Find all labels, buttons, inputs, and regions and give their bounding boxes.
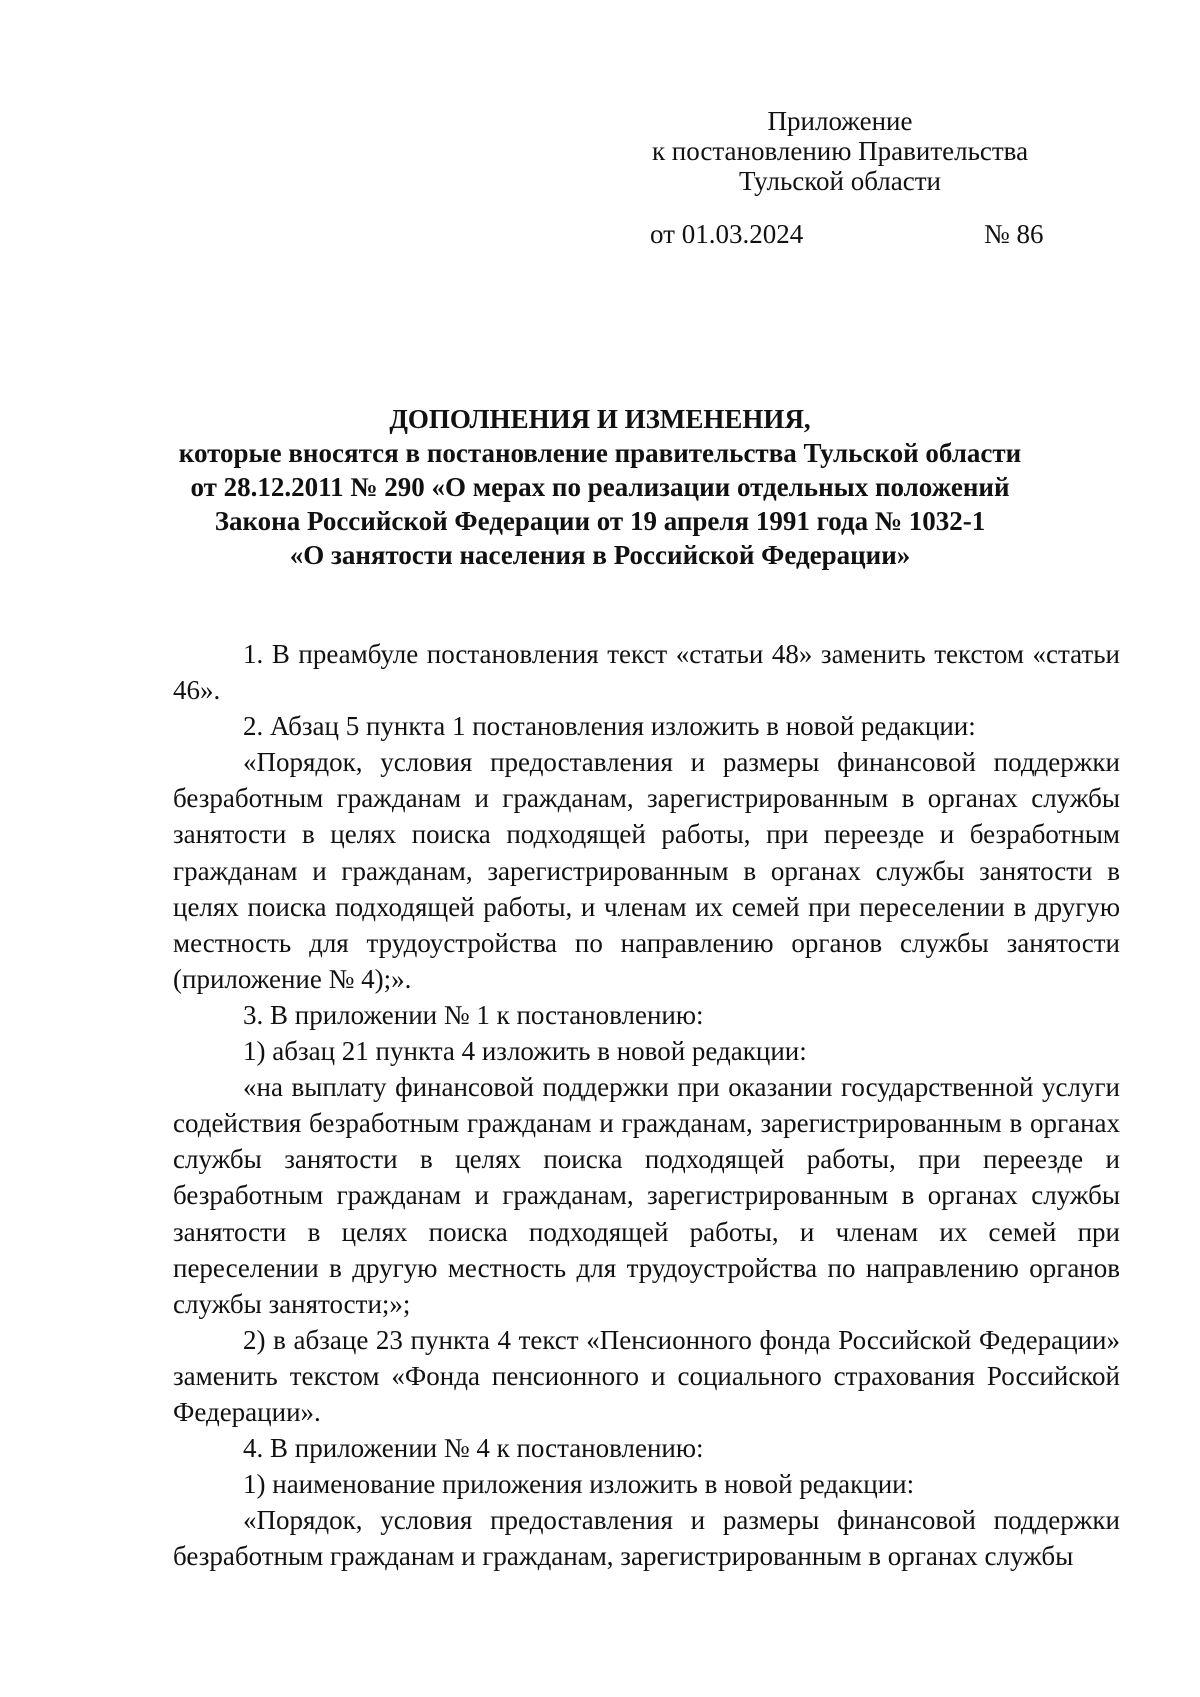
title-line-5: «О занятости населения в Российской Федерации»	[289, 540, 911, 570]
paragraph-3: «Порядок, условия предоставления и размеры финансовой поддержки безработным гражданам и гражданам, зарегистрированным в органах службы занятости в целях поиска подходящей работы, при переезде и безработным гражданам и гражданам, зарегистрированным в органах службы занятости в целях поиска подходящей работы, и членам их семей при переселении в другую местность для трудоустройства по направлению органов службы занятости (приложение № 4);».	[173, 747, 1120, 994]
document-title	[120, 402, 1080, 572]
title-line-1: ДОПОЛНЕНИЯ И ИЗМЕНЕНИЯ,	[389, 404, 811, 434]
appendix-region: Тульской области	[739, 166, 941, 196]
appendix-decree-reference: к постановлению Правительства	[651, 136, 1029, 166]
paragraph-5: 1) абзац 21 пункта 4 изложить в новой редакции:	[243, 1036, 807, 1067]
document-body	[173, 636, 1120, 1574]
paragraph-8: 4. В приложении № 4 к постановлению:	[243, 1433, 704, 1464]
paragraph-4: 3. В приложении № 1 к постановлению:	[243, 999, 704, 1030]
paragraph-10: «Порядок, условия предоставления и размеры финансовой поддержки безработным гражданам и гражданам, зарегистрированным в органах службы	[173, 1505, 1120, 1572]
title-line-4: Закона Российской Федерации от 19 апреля 1991 года № 1032-1	[214, 506, 986, 536]
appendix-label: Приложение	[767, 106, 913, 136]
paragraph-7: 2) в абзаце 23 пункта 4 текст «Пенсионного фонда Российской Федерации» заменить текстом «Фонда пенсионного и социального страхования Российской Федерации».	[173, 1324, 1120, 1427]
paragraph-6: «на выплату финансовой поддержки при оказании государственной услуги содействия безработным гражданам и гражданам, зарегистрированным в органах службы занятости в целях поиска подходящей работы, при переезде и безработным гражданам и гражданам, зарегистрированным в органах службы занятости в целях поиска подходящей работы, и членам их семей при переселении в другую местность для трудоустройства по направлению органов службы занятости;»;	[173, 1072, 1120, 1319]
paragraph-9: 1) наименование приложения изложить в новой редакции:	[243, 1469, 915, 1500]
appendix-header	[620, 106, 1060, 196]
decree-date-line	[650, 218, 1070, 250]
title-line-3: от 28.12.2011 № 290 «О мерах по реализации отдельных положений	[190, 472, 1010, 502]
decree-date: от 01.03.2024	[650, 219, 804, 249]
decree-number: № 86	[984, 219, 1044, 249]
paragraph-2: 2. Абзац 5 пункта 1 постановления изложить в новой редакции:	[243, 711, 976, 742]
paragraph-1: 1. В преамбуле постановления текст «статьи 48» заменить текстом «статьи 46».	[173, 639, 1120, 706]
title-line-2: которые вносятся в постановление правительства Тульской области	[178, 438, 1022, 468]
